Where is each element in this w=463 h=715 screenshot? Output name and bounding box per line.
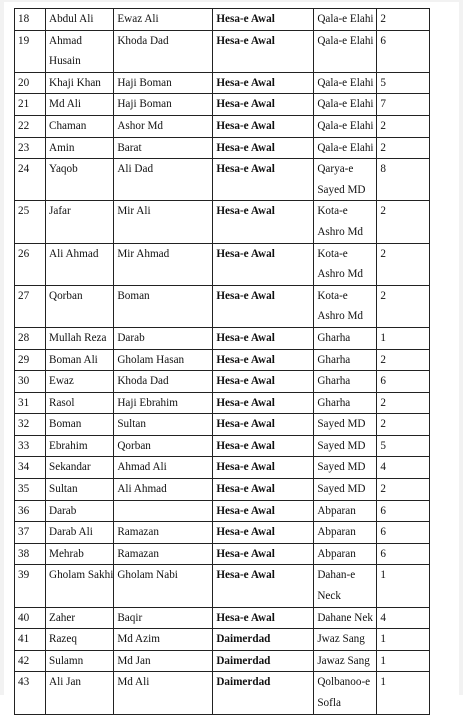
name-line: Husain: [49, 55, 81, 68]
village-line: Qala-e Elahi: [317, 34, 374, 47]
row-number-cell: 32: [15, 414, 46, 436]
name-line: Sekandar: [49, 461, 91, 474]
family-count-cell: 2: [377, 9, 430, 31]
village-line: Abparan: [317, 504, 356, 517]
father-name-cell: Darab: [114, 327, 213, 349]
area-cell: Hesa-e Awal: [213, 500, 314, 522]
village-cell: [314, 629, 377, 651]
family-count-cell: 2: [377, 201, 430, 243]
father-name-cell: Mir Ali: [114, 201, 213, 243]
village-line: Ashro Md: [317, 225, 364, 238]
family-count-cell: 2: [377, 137, 430, 159]
area-cell: Hesa-e Awal: [213, 327, 314, 349]
table-row: [15, 414, 430, 436]
name-cell: [46, 349, 114, 371]
village-line: Gharha: [317, 396, 351, 409]
family-count-cell: 2: [377, 414, 430, 436]
village-line: Qarya-e: [317, 163, 354, 176]
table-row: [15, 243, 430, 285]
name-line: Ahmad: [49, 34, 82, 47]
row-number-cell: 26: [15, 243, 46, 285]
name-cell: [46, 327, 114, 349]
name-line: Amin: [49, 141, 75, 154]
row-number-cell: 36: [15, 500, 46, 522]
name-cell: [46, 201, 114, 243]
row-number-cell: 39: [15, 565, 46, 607]
records-table-body: [15, 9, 430, 715]
area-cell: Hesa-e Awal: [213, 371, 314, 393]
area-cell: Daimerdad: [213, 672, 314, 714]
father-name-cell: Ewaz Ali: [114, 9, 213, 31]
village-cell: [314, 72, 377, 94]
row-number-cell: 43: [15, 672, 46, 714]
family-count-cell: 5: [377, 435, 430, 457]
row-number-cell: 38: [15, 543, 46, 565]
table-row: [15, 9, 430, 31]
name-line: Ali Jan: [49, 676, 82, 689]
row-number-cell: 41: [15, 629, 46, 651]
family-count-cell: 2: [377, 392, 430, 414]
name-line: Darab Ali: [49, 526, 93, 539]
table-row: [15, 285, 430, 327]
table-row: [15, 672, 430, 714]
village-cell: [314, 371, 377, 393]
family-count-cell: 4: [377, 457, 430, 479]
row-number-cell: 28: [15, 327, 46, 349]
father-name-cell: Ahmad Ali: [114, 457, 213, 479]
father-name-cell: Gholam Nabi: [114, 565, 213, 607]
table-row: [15, 392, 430, 414]
village-line: Gharha: [317, 375, 351, 388]
father-name-cell: Barat: [114, 137, 213, 159]
name-line: Zaher: [49, 611, 76, 624]
village-line: Sofla: [317, 697, 341, 709]
village-line: Kota-e: [317, 247, 348, 260]
area-cell: Hesa-e Awal: [213, 607, 314, 629]
father-name-cell: Haji Boman: [114, 94, 213, 116]
name-cell: [46, 543, 114, 565]
family-count-cell: 7: [377, 94, 430, 116]
area-cell: Hesa-e Awal: [213, 115, 314, 137]
name-cell: [46, 522, 114, 544]
name-line: Darab: [49, 504, 77, 517]
father-name-cell: Ali Ahmad: [114, 479, 213, 501]
name-line: Khaji Khan: [49, 76, 101, 89]
row-number-cell: 37: [15, 522, 46, 544]
father-name-cell: Ramazan: [114, 543, 213, 565]
father-name-cell: Haji Ebrahim: [114, 392, 213, 414]
row-number-cell: 22: [15, 115, 46, 137]
name-cell: [46, 457, 114, 479]
name-cell: [46, 392, 114, 414]
village-cell: [314, 565, 377, 607]
table-row: [15, 371, 430, 393]
row-number-cell: 21: [15, 94, 46, 116]
name-cell: [46, 435, 114, 457]
name-line: Boman Ali: [49, 353, 98, 366]
row-number-cell: 25: [15, 201, 46, 243]
village-cell: [314, 9, 377, 31]
father-name-cell: Md Ali: [114, 672, 213, 714]
row-number-cell: 24: [15, 159, 46, 201]
name-line: Md Ali: [49, 98, 82, 111]
village-line: Sayed MD: [317, 483, 366, 496]
row-number-cell: 18: [15, 9, 46, 31]
table-row: [15, 629, 430, 651]
village-line: Kota-e: [317, 205, 348, 218]
row-number-cell: 35: [15, 479, 46, 501]
table-row: [15, 543, 430, 565]
name-line: Gholam Sakhi: [49, 569, 114, 582]
village-cell: [314, 159, 377, 201]
area-cell: Hesa-e Awal: [213, 349, 314, 371]
village-line: Dahane Nek: [317, 611, 373, 624]
name-cell: [46, 479, 114, 501]
table-row: [15, 137, 430, 159]
village-cell: [314, 543, 377, 565]
village-line: Kota-e: [317, 289, 348, 302]
table-row: [15, 479, 430, 501]
table-row: [15, 650, 430, 672]
village-line: Ashro Md: [317, 310, 364, 323]
father-name-cell: Ali Dad: [114, 159, 213, 201]
name-line: Ali Ahmad: [49, 247, 99, 260]
row-number-cell: 27: [15, 285, 46, 327]
village-cell: [314, 522, 377, 544]
table-row: [15, 565, 430, 607]
family-count-cell: 6: [377, 371, 430, 393]
name-cell: [46, 371, 114, 393]
area-cell: Hesa-e Awal: [213, 522, 314, 544]
name-line: Razeq: [49, 633, 77, 646]
name-line: Qorban: [49, 289, 83, 302]
father-name-cell: Md Jan: [114, 650, 213, 672]
area-cell: Hesa-e Awal: [213, 9, 314, 31]
row-number-cell: 34: [15, 457, 46, 479]
table-row: [15, 115, 430, 137]
village-line: Gharha: [317, 353, 351, 366]
name-cell: [46, 243, 114, 285]
family-count-cell: 1: [377, 672, 430, 714]
village-cell: [314, 479, 377, 501]
table-row: [15, 94, 430, 116]
name-cell: [46, 629, 114, 651]
name-line: Jafar: [49, 205, 71, 218]
name-line: Mehrab: [49, 547, 84, 560]
name-cell: [46, 137, 114, 159]
father-name-cell: Khoda Dad: [114, 30, 213, 72]
father-name-cell: Khoda Dad: [114, 371, 213, 393]
village-line: Dahan-e: [317, 569, 356, 582]
village-cell: [314, 500, 377, 522]
father-name-cell: Sultan: [114, 414, 213, 436]
family-count-cell: 2: [377, 285, 430, 327]
area-cell: Hesa-e Awal: [213, 201, 314, 243]
table-row: [15, 327, 430, 349]
name-line: Boman: [49, 418, 82, 431]
name-cell: [46, 672, 114, 714]
table-row: [15, 522, 430, 544]
name-cell: [46, 94, 114, 116]
area-cell: Hesa-e Awal: [213, 414, 314, 436]
name-cell: [46, 565, 114, 607]
row-number-cell: 29: [15, 349, 46, 371]
father-name-cell: Gholam Hasan: [114, 349, 213, 371]
village-line: Qala-e Elahi: [317, 119, 374, 132]
village-cell: [314, 115, 377, 137]
family-count-cell: 2: [377, 479, 430, 501]
village-line: Abparan: [317, 526, 356, 539]
village-line: Qala-e Elahi: [317, 76, 374, 89]
row-number-cell: 31: [15, 392, 46, 414]
area-cell: Hesa-e Awal: [213, 137, 314, 159]
table-row: [15, 30, 430, 72]
village-cell: [314, 201, 377, 243]
area-cell: Hesa-e Awal: [213, 479, 314, 501]
family-count-cell: 2: [377, 349, 430, 371]
village-line: Sayed MD: [317, 418, 366, 431]
village-cell: [314, 392, 377, 414]
village-cell: [314, 457, 377, 479]
name-line: Ewaz: [49, 375, 74, 388]
village-cell: [314, 414, 377, 436]
name-line: Yaqob: [49, 163, 78, 176]
table-row: [15, 435, 430, 457]
father-name-cell: Md Azim: [114, 629, 213, 651]
row-number-cell: 40: [15, 607, 46, 629]
name-line: Sulamn: [49, 654, 84, 667]
area-cell: Hesa-e Awal: [213, 30, 314, 72]
area-cell: Hesa-e Awal: [213, 243, 314, 285]
village-line: Sayed MD: [317, 183, 366, 196]
name-line: Abdul Ali: [49, 13, 94, 25]
village-line: Jwaz Sang: [317, 633, 365, 646]
area-cell: Hesa-e Awal: [213, 565, 314, 607]
row-number-cell: 42: [15, 650, 46, 672]
name-cell: [46, 414, 114, 436]
table-row: [15, 349, 430, 371]
area-cell: Daimerdad: [213, 629, 314, 651]
area-cell: Daimerdad: [213, 650, 314, 672]
table-row: [15, 159, 430, 201]
name-cell: [46, 115, 114, 137]
village-line: Sayed MD: [317, 461, 366, 474]
table-row: [15, 500, 430, 522]
family-count-cell: 2: [377, 115, 430, 137]
village-cell: [314, 349, 377, 371]
name-cell: [46, 607, 114, 629]
area-cell: Hesa-e Awal: [213, 94, 314, 116]
village-line: Qala-e Elahi: [317, 13, 374, 25]
row-number-cell: 30: [15, 371, 46, 393]
table-row: [15, 201, 430, 243]
family-count-cell: 1: [377, 650, 430, 672]
name-cell: [46, 500, 114, 522]
village-cell: [314, 650, 377, 672]
family-count-cell: 1: [377, 327, 430, 349]
father-name-cell: Mir Ahmad: [114, 243, 213, 285]
area-cell: Hesa-e Awal: [213, 457, 314, 479]
family-count-cell: 1: [377, 565, 430, 607]
row-number-cell: 19: [15, 30, 46, 72]
name-cell: [46, 72, 114, 94]
document-page: [4, 2, 459, 709]
village-cell: [314, 243, 377, 285]
name-line: Chaman: [49, 119, 87, 132]
family-count-cell: 5: [377, 72, 430, 94]
family-count-cell: 2: [377, 243, 430, 285]
family-count-cell: 8: [377, 159, 430, 201]
area-cell: Hesa-e Awal: [213, 392, 314, 414]
family-count-cell: 6: [377, 500, 430, 522]
village-line: Abparan: [317, 547, 356, 560]
area-cell: Hesa-e Awal: [213, 435, 314, 457]
father-name-cell: Boman: [114, 285, 213, 327]
area-cell: Hesa-e Awal: [213, 159, 314, 201]
village-line: Ashro Md: [317, 268, 364, 281]
name-line: Mullah Reza: [49, 331, 107, 344]
family-count-cell: 1: [377, 629, 430, 651]
name-cell: [46, 159, 114, 201]
father-name-cell: Haji Boman: [114, 72, 213, 94]
village-line: Jawaz Sang: [317, 654, 370, 667]
father-name-cell: Ramazan: [114, 522, 213, 544]
village-cell: [314, 435, 377, 457]
name-line: Sultan: [49, 483, 78, 496]
family-count-cell: 4: [377, 607, 430, 629]
family-count-cell: 6: [377, 543, 430, 565]
village-cell: [314, 285, 377, 327]
area-cell: Hesa-e Awal: [213, 285, 314, 327]
father-name-cell: [114, 500, 213, 522]
name-line: Rasol: [49, 396, 75, 409]
name-cell: [46, 285, 114, 327]
area-cell: Hesa-e Awal: [213, 72, 314, 94]
village-line: Qala-e Elahi: [317, 141, 374, 154]
village-cell: [314, 672, 377, 714]
table-row: [15, 607, 430, 629]
family-count-cell: 6: [377, 522, 430, 544]
village-cell: [314, 327, 377, 349]
village-line: Qolbanoo-e: [317, 676, 371, 689]
village-line: Neck: [317, 590, 341, 603]
village-cell: [314, 30, 377, 72]
area-cell: Hesa-e Awal: [213, 543, 314, 565]
row-number-cell: 23: [15, 137, 46, 159]
row-number-cell: 33: [15, 435, 46, 457]
family-count-cell: 6: [377, 30, 430, 72]
father-name-cell: Ashor Md: [114, 115, 213, 137]
village-line: Qala-e Elahi: [317, 98, 374, 111]
name-line: Ebrahim: [49, 439, 88, 452]
name-cell: [46, 30, 114, 72]
name-cell: [46, 9, 114, 31]
table-row: [15, 72, 430, 94]
village-line: Sayed MD: [317, 439, 366, 452]
name-cell: [46, 650, 114, 672]
village-cell: [314, 94, 377, 116]
table-row: [15, 457, 430, 479]
father-name-cell: Baqir: [114, 607, 213, 629]
records-table: [14, 8, 430, 715]
father-name-cell: Qorban: [114, 435, 213, 457]
village-cell: [314, 137, 377, 159]
row-number-cell: 20: [15, 72, 46, 94]
village-cell: [314, 607, 377, 629]
village-line: Gharha: [317, 331, 351, 344]
